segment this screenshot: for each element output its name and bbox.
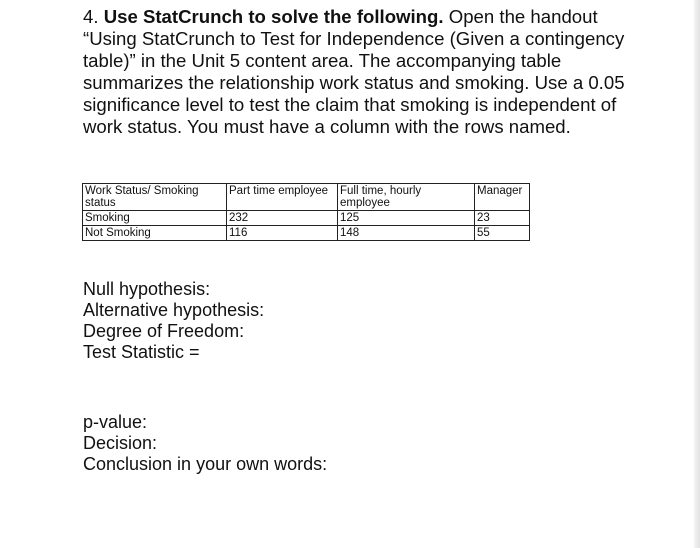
question-bold-lead: Use StatCrunch to solve the following. [103,6,444,27]
table-cell: 55 [475,226,530,241]
null-hypothesis-label: Null hypothesis: [83,279,211,299]
table-cell: 116 [227,226,338,241]
page-edge-shadow [694,0,700,548]
table-header-cell: Manager [475,184,530,211]
table-row [83,211,530,226]
table-cell: 232 [227,211,338,226]
question-body: Open the handout “Using StatCrunch to Test for Independence (Given a contingency table)” in the Unit 5 content area. The accompanying table summarizes the relationship work status and smoking. Use a 0.05 significance level to test the claim that smoking is independent of work status. You must have a column with the rows named. [83,6,625,137]
question-number: 4. [83,6,99,27]
table-cell: 125 [338,211,475,226]
table-row [83,226,530,241]
table-cell: 23 [475,211,530,226]
conclusion-label: Conclusion in your own words: [83,454,328,474]
table-header-cell: Full time, hourly employee [338,184,475,211]
decision-label: Decision: [83,433,158,453]
table-cell: 148 [338,226,475,241]
decision-block [83,412,327,475]
table-header-cell: Work Status/ Smoking status [83,184,227,211]
alternative-hypothesis-label: Alternative hypothesis: [83,300,265,320]
test-statistic-label: Test Statistic = [83,342,200,362]
table-header-row [83,184,530,211]
question-text [83,6,643,138]
row-label: Not Smoking [83,226,227,241]
table-header-cell: Part time employee [227,184,338,211]
row-label: Smoking [83,211,227,226]
degree-of-freedom-label: Degree of Freedom: [83,321,245,341]
p-value-label: p-value: [83,412,148,432]
contingency-table [82,183,530,241]
hypothesis-block [83,279,264,363]
